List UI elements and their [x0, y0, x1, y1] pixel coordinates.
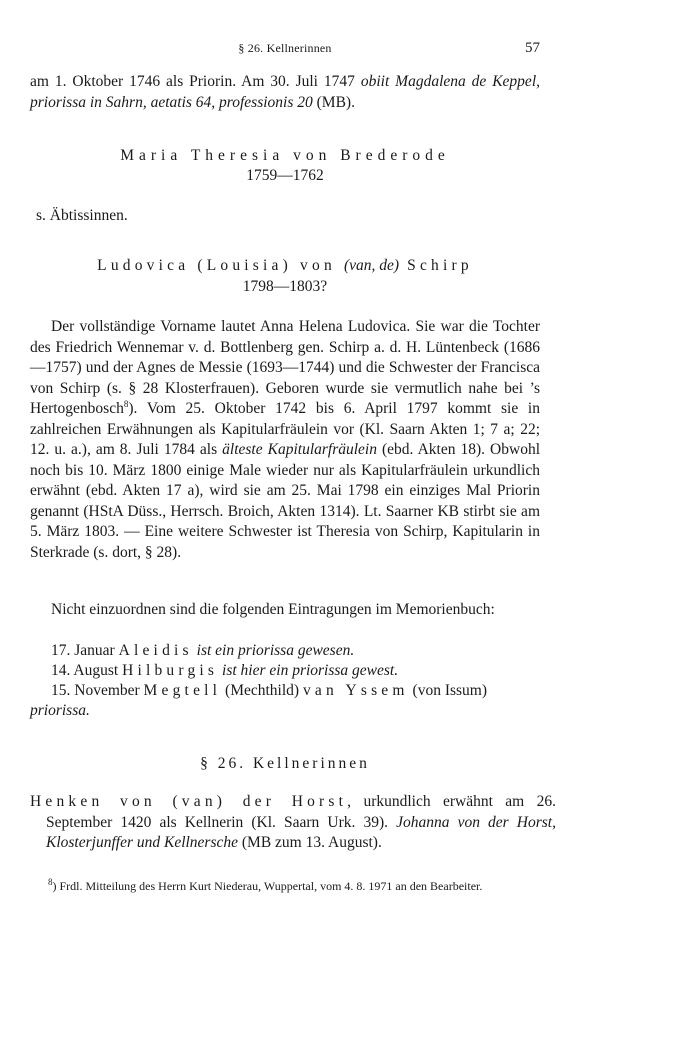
- memorial-intro: Nicht einzuordnen sind die folgenden Eintragungen im Memorienbuch:: [51, 601, 495, 618]
- memorial-item-tail: priorissa.: [30, 702, 90, 719]
- section-heading: § 26. Kellnerinnen: [200, 755, 370, 772]
- schirp-paragraph: Der vollständige Vorname lautet Anna Helena Ludovica. Sie war die Tochter des Friedrich Wennemar v. d. Bottlenberg gen. Schirp a. d. H. Lüntenbeck (1686—1757) und der Agnes de Messie (1693—1744) und die Schwester der Francisca von Schirp (s. § 28 Klosterfrauen). Geboren wurde sie vermutlich nahe bei ’s Hertogenbosch$^8$). Vom 25. Oktober 1742 bis 6. April 1797 kommt sie in zahlreichen Erwähnungen als Kapitularfräulein vor (Kl. Saarn Akten 1; 7 a; 22; 12. u. a.), am 8. Juli 1784 als älteste Kapitularfräulein (ebd. Akten 18). Obwohl noch bis 10. März 1800 einige Male wieder nur als Kapitularfräulein urkundlich erwähnt (ebd. Akten 17 a), wird sie am 25. Mai 1798 ein einziges Mal Priorin genannt (HStA Düss., Herrsch. Broich, Akten 1314). Lt. Saarner KB stirbt sie am 5. März 1803. — Eine weitere Schwester ist Theresia von Schirp, Kapitularin in Sterkrade (s. dort, § 28).: [30, 318, 541, 561]
- entry-dates-brederode: 1759—1762: [246, 167, 324, 184]
- kellnerin-entry: Henken von (van) der Horst, urkundlich erwähnt am 26. September 1420 als Kellnerin (Kl. Saarn Urk. 39). Johanna von der Horst, Klosterjunffer und Kellnersche (MB zum 13. August).: [30, 793, 557, 851]
- entry-dates-schirp: 1798—1803?: [242, 278, 328, 295]
- page-number: 57: [525, 40, 540, 56]
- footnote-ref: 8: [123, 398, 129, 409]
- running-head: [30, 38, 540, 56]
- intro-paragraph: am 1. Oktober 1746 als Priorin. Am 30. Juli 1747 obiit Magdalena de Keppel, priorissa in Sahrn, aetatis 64, professionis 20 (MB).: [30, 73, 540, 111]
- entry-name-brederode: Maria Theresia von Brederode: [120, 147, 450, 164]
- memorial-item: 17. Januar Aleidis ist ein priorissa gewesen.: [51, 642, 355, 659]
- running-head-title: § 26. Kellnerinnen: [238, 41, 332, 55]
- memorial-item: 15. November Megtell (Mechthild) van Yssem (von Issum): [51, 682, 488, 699]
- memorial-item: 14. August Hilburgis ist hier ein priorissa gewest.: [51, 662, 399, 679]
- entry-name-schirp: Ludovica (Louisia) von (van, de) Schirp: [97, 257, 473, 274]
- entry-note-brederode: s. Äbtissinnen.: [36, 207, 128, 224]
- footnote: $^8$) Frdl. Mitteilung des Herrn Kurt Niederau, Wuppertal, vom 4. 8. 1971 an den Bearbeiter.: [48, 877, 483, 893]
